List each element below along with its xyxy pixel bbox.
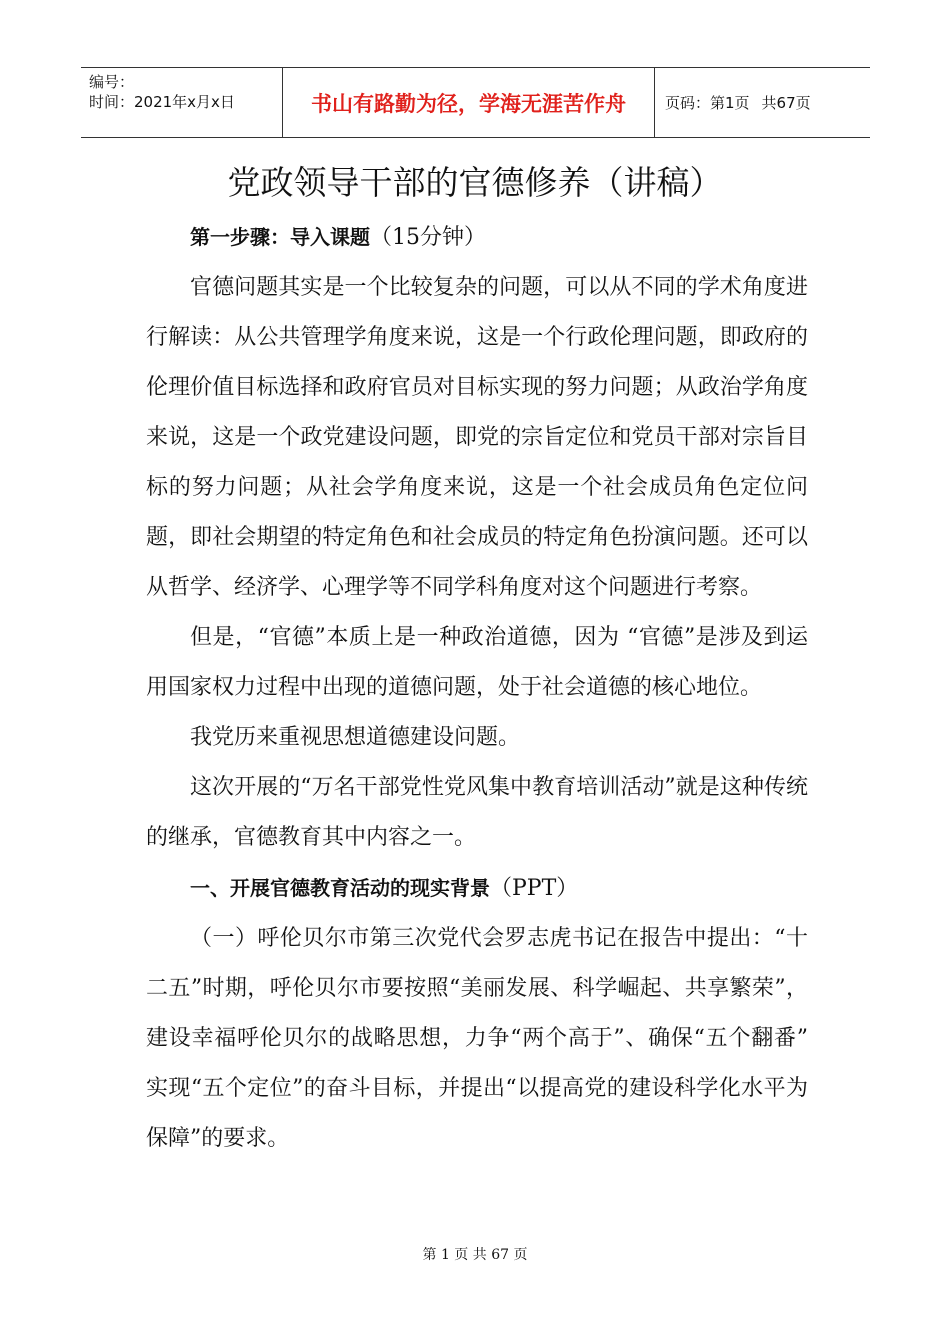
section-step-heading bbox=[146, 212, 808, 263]
page-number-label: 页码：第1页 bbox=[665, 94, 750, 112]
number-label: 编号： bbox=[89, 73, 135, 91]
section-step-normal: （15分钟） bbox=[370, 225, 486, 250]
paragraph: 但是，“官德”本质上是一种政治道德，因为 “官德”是涉及到运用国家权力过程中出现的道德问题，处于社会道德的核心地位。 bbox=[146, 625, 808, 700]
paragraph: 官德问题其实是一个比较复杂的问题，可以从不同的学术角度进行解读：从公共管理学角度来说，这是一个行政伦理问题，即政府的伦理价值目标选择和政府官员对目标实现的努力问题；从政治学角度来说，这是一个政党建设问题，即党的宗旨定位和党员干部对宗旨目标的努力问题；从社会学角度来说，这是一个社会成员角色定位问题，即社会期望的特定角色和社会成员的特定角色扮演问题。还可以从哲学、经济学、心理学等不同学科角度对这个问题进行考察。 bbox=[146, 275, 808, 600]
document-title: 党政领导干部的官德修养（讲稿） bbox=[227, 163, 723, 202]
document-header bbox=[81, 67, 870, 138]
section-one-bold: 一、开展官德教育活动的现实背景 bbox=[190, 876, 490, 900]
paragraph: 这次开展的“万名干部党性党风集中教育培训活动”就是这种传统的继承，官德教育其中内容之一。 bbox=[146, 775, 808, 850]
paragraph: 我党历来重视思想道德建设问题。 bbox=[190, 725, 521, 750]
page-footer: 第 1 页 共 67 页 bbox=[422, 1247, 528, 1263]
page-total-label: 共67页 bbox=[761, 94, 811, 112]
section-one-heading bbox=[146, 863, 808, 914]
header-info-cell bbox=[81, 68, 282, 137]
date-label: 时间：2021年x月x日 bbox=[89, 93, 235, 111]
document-body bbox=[146, 212, 808, 1164]
header-page-cell bbox=[655, 68, 870, 137]
paragraph-sub1: （一）呼伦贝尔市第三次党代会罗志虎书记在报告中提出：“十二五”时期，呼伦贝尔市要按照“美丽发展、科学崛起、共享繁荣”，建设幸福呼伦贝尔的战略思想，力争“两个高于”、确保“五个翻番” 实现“五个定位”的奋斗目标，并提出“以提高党的建设科学化水平为保障”的要求。 bbox=[146, 926, 808, 1151]
section-one-normal: （PPT） bbox=[490, 876, 579, 901]
header-motto: 书山有路勤为径，学海无涯苦作舟 bbox=[282, 68, 655, 137]
section-step-bold: 第一步骤：导入课题 bbox=[190, 225, 370, 249]
